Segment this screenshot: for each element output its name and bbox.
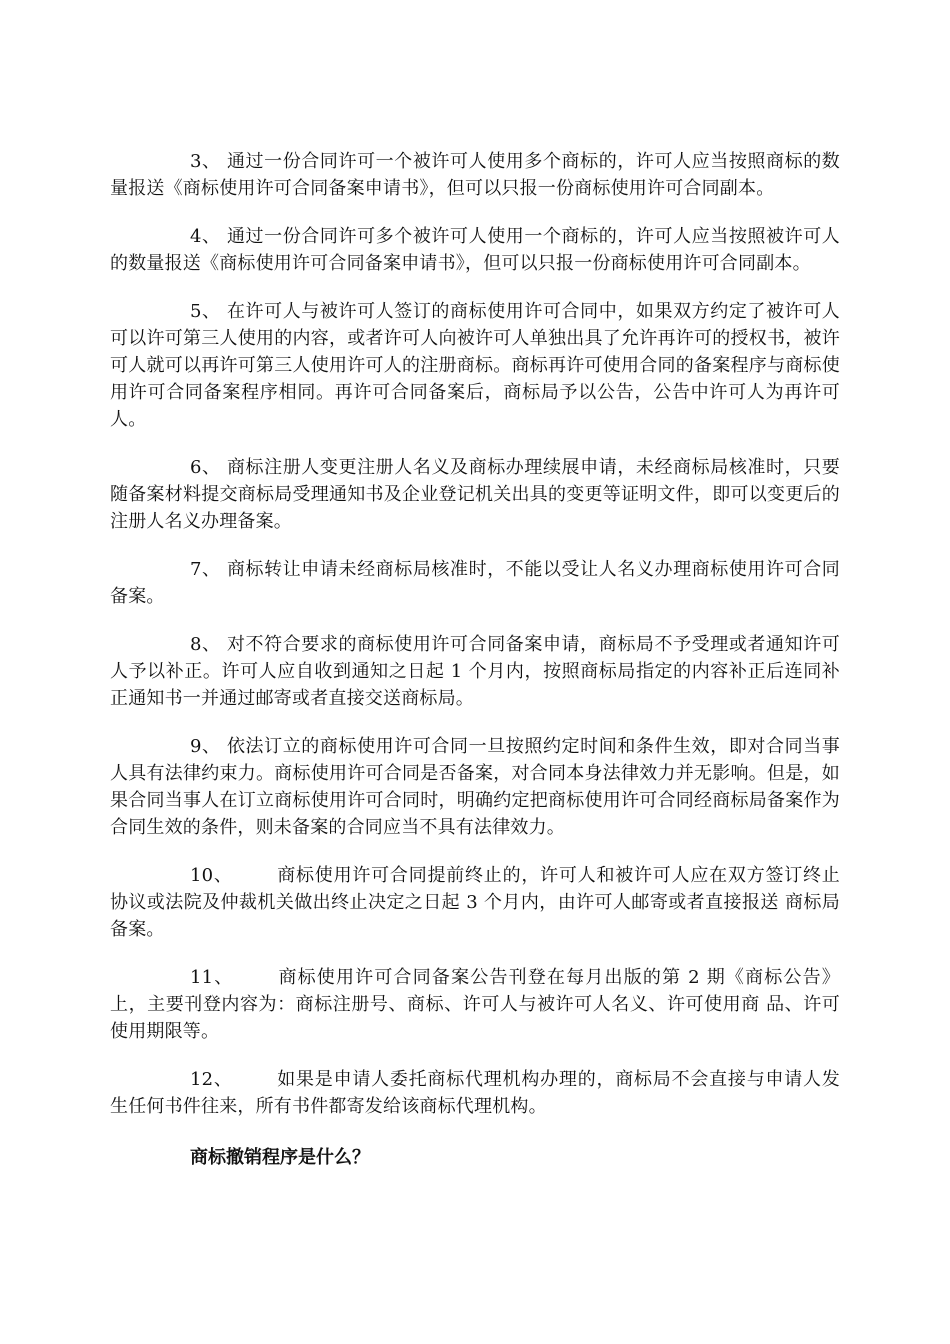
paragraph-5 [110,298,840,433]
paragraph-4 [110,223,840,277]
paragraph-number: 6、 [190,457,221,478]
paragraph-11 [110,964,840,1045]
section-heading: 商标撤销程序是什么？ [190,1147,370,1168]
document-page [110,148,840,1171]
paragraph-9 [110,733,840,841]
paragraph-number: 11、 [190,967,234,988]
paragraph-7 [110,556,840,610]
paragraph-number: 9、 [190,736,221,757]
paragraph-12 [110,1066,840,1120]
paragraph-text: 通过一份合同许可一个被许可人使用多个商标的，许可人应当按照商标的数量报送《商标使用许可合同备案申请书》，但可以只报一份商标使用许可合同副本。 [110,151,840,199]
paragraph-number: 5、 [190,301,221,322]
paragraph-number: 12、 [190,1069,233,1090]
paragraph-number: 7、 [190,559,221,580]
paragraph-text: 商标使用许可合同备案公告刊登在每月出版的第 2 期《商标公告》 上，主要刊登内容为：商标注册号、商标、许可人与被许可人名义、许可使用商 品、许可使用期限等。 [110,967,840,1042]
paragraph-number: 3、 [190,151,221,172]
paragraph-text: 商标使用许可合同提前终止的，许可人和被许可人应在双方签订终止 协议或法院及仲裁机关做出终止决定之日起 3 个月内，由许可人邮寄或者直接报送 商标局备案。 [110,865,840,940]
paragraph-8 [110,631,840,712]
paragraph-text: 对不符合要求的商标使用许可合同备案申请，商标局不予受理或者通知许可人予以补正。许可人应自收到通知之日起 1 个月内，按照商标局指定的内容补正后连同补正通知书一并通过邮寄或者直接交送商标局。 [110,634,840,709]
paragraph-text: 通过一份合同许可多个被许可人使用一个商标的，许可人应当按照被许可人的数量报送《商标使用许可合同备案申请书》，但可以只报一份商标使用许可合同副本。 [110,226,840,274]
paragraph-text: 商标转让申请未经商标局核准时，不能以受让人名义办理商标使用许可合同备案。 [110,559,840,607]
paragraph-10 [110,862,840,943]
paragraph-number: 8、 [190,634,221,655]
paragraph-text: 在许可人与被许可人签订的商标使用许可合同中，如果双方约定了被许可人可以许可第三人使用的内容，或者许可人向被许可人单独出具了允许再许可的授权书，被许可人就可以再许可第三人使用许可人的注册商标。商标再许可使用合同的备案程序与商标使用许可合同备案程序相同。再许可合同备案后，商标局予以公告，公告中许可人为再许可人。 [110,301,840,430]
paragraph-3 [110,148,840,202]
paragraph-text: 依法订立的商标使用许可合同一旦按照约定时间和条件生效，即对合同当事人具有法律约束力。商标使用许可合同是否备案，对合同本身法律效力并无影响。但是，如果合同当事人在订立商标使用许可合同时，明确约定把商标使用许可合同经商标局备案作为合同生效的条件，则未备案的合同应当不具有法律效力。 [110,736,840,838]
paragraph-text: 如果是申请人委托商标代理机构办理的，商标局不会直接与申请人发 生任何书件往来，所有书件都寄发给该商标代理机构。 [110,1069,840,1117]
paragraph-6 [110,454,840,535]
paragraph-text: 商标注册人变更注册人名义及商标办理续展申请，未经商标局核准时，只要随备案材料提交商标局受理通知书及企业登记机关出具的变更等证明文件，即可以变更后的注册人名义办理备案。 [110,457,840,532]
paragraph-number: 10、 [190,865,233,886]
paragraph-number: 4、 [190,226,221,247]
